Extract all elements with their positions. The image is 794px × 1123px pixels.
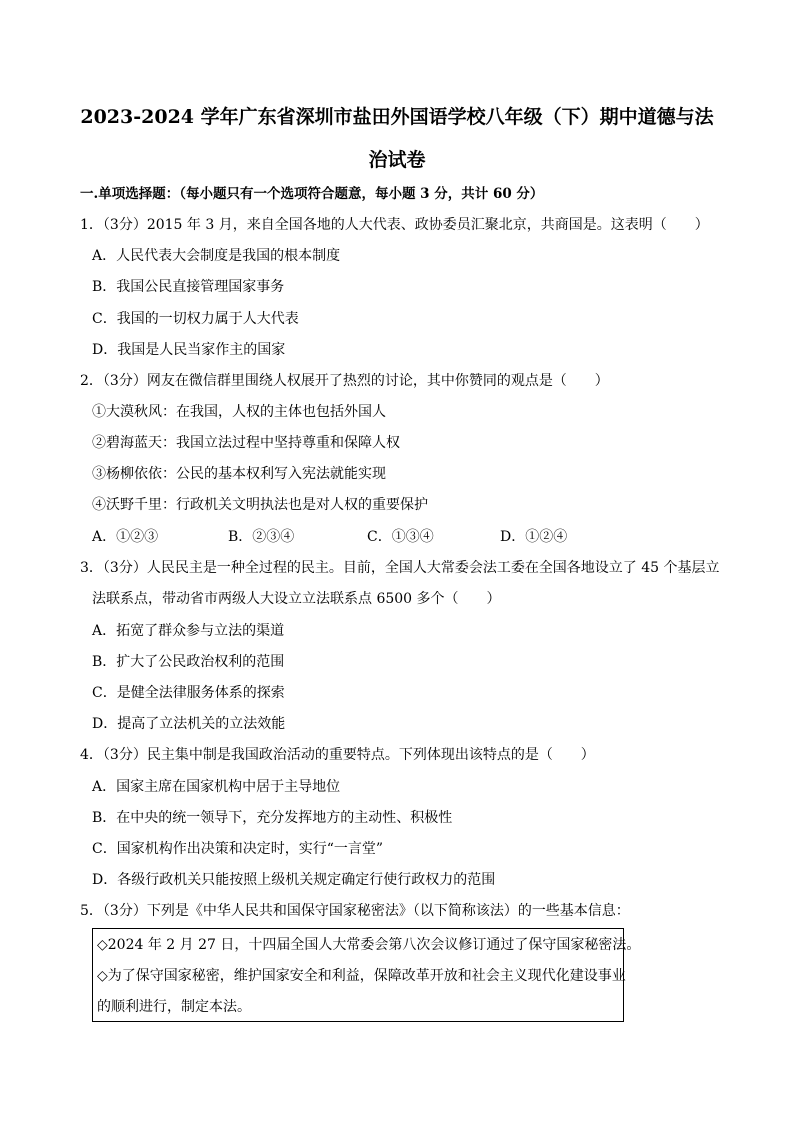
question-2-statement-2: ②碧海蓝天：我国立法过程中坚持尊重和保障人权 — [92, 435, 400, 451]
question-1-option-d: D．我国是人民当家作主的国家 — [92, 342, 286, 358]
question-5-info-line-2: ◇为了保守国家秘密，维护国家安全和利益，保障改革开放和社会主义现代化建设事业 — [97, 968, 626, 984]
question-4-option-c: C．国家机构作出决策和决定时，实行“一言堂” — [92, 841, 384, 857]
section-heading: 一.单项选择题：（每小题只有一个选项符合题意，每小题 3 分，共计 60 分） — [80, 186, 544, 202]
question-2-option-d: D．①②④ — [500, 529, 568, 545]
question-2-statement-1: ①大漠秋风：在我国，人权的主体也包括外国人 — [92, 404, 386, 420]
question-5-info-box — [92, 928, 641, 1022]
question-1-option-a: A．人民代表大会制度是我国的根本制度 — [92, 248, 341, 264]
question-2-statement-3: ③杨柳依依：公民的基本权利写入宪法就能实现 — [92, 466, 386, 482]
question-1-stem: 1．（3分）2015 年 3 月，来自全国各地的人大代表、政协委员汇聚北京，共商国是。这表明（ ） — [80, 217, 709, 233]
question-5-info-line-1: ◇2024 年 2 月 27 日，十四届全国人大常委会第八次会议修订通过了保守国家秘密法。 — [97, 937, 641, 953]
question-3-option-d: D．提高了立法机关的立法效能 — [92, 716, 286, 732]
question-2-statement-4: ④沃野千里：行政机关文明执法也是对人权的重要保护 — [92, 497, 428, 513]
question-1-option-b: B．我国公民直接管理国家事务 — [92, 279, 285, 295]
question-3-option-b: B．扩大了公民政治权利的范围 — [92, 654, 285, 670]
question-4-stem: 4．（3分）民主集中制是我国政治活动的重要特点。下列体现出该特点的是（ ） — [80, 747, 595, 763]
question-2-stem: 2．（3分）网友在微信群里围绕人权展开了热烈的讨论，其中你赞同的观点是（ ） — [80, 373, 609, 389]
question-2-option-b: B．②③④ — [228, 529, 295, 545]
question-3-stem-continued: 法联系点，带动省市两级人大设立立法联系点 6500 多个（ ） — [92, 591, 501, 607]
question-3-option-a: A．拓宽了群众参与立法的渠道 — [92, 623, 285, 639]
question-2-option-c: C．①③④ — [367, 529, 434, 545]
question-1-option-c: C．我国的一切权力属于人大代表 — [92, 311, 299, 327]
question-3-stem: 3．（3分）人民民主是一种全过程的民主。目前，全国人大常委会法工委在全国各地设立了 45 个基层立 — [80, 560, 720, 576]
question-2-option-a: A．①②③ — [92, 529, 159, 545]
exam-title-line1: 2023-2024 学年广东省深圳市盐田外国语学校八年级（下）期中道德与法 — [80, 106, 714, 128]
question-5-info-line-3: 的顺利进行，制定本法。 — [97, 999, 251, 1015]
exam-title-line2: 治试卷 — [368, 149, 426, 171]
question-3-option-c: C．是健全法律服务体系的探索 — [92, 685, 285, 701]
question-4-option-b: B．在中央的统一领导下，充分发挥地方的主动性、积极性 — [92, 810, 453, 826]
question-2-options-row — [0, 527, 794, 547]
question-4-option-d: D．各级行政机关只能按照上级机关规定确定行使行政权力的范围 — [92, 872, 496, 888]
question-4-option-a: A．国家主席在国家机构中居于主导地位 — [92, 779, 341, 795]
question-5-stem: 5．（3分）下列是《中华人民共和国保守国家秘密法》（以下简称该法）的一些基本信息： — [80, 903, 630, 919]
